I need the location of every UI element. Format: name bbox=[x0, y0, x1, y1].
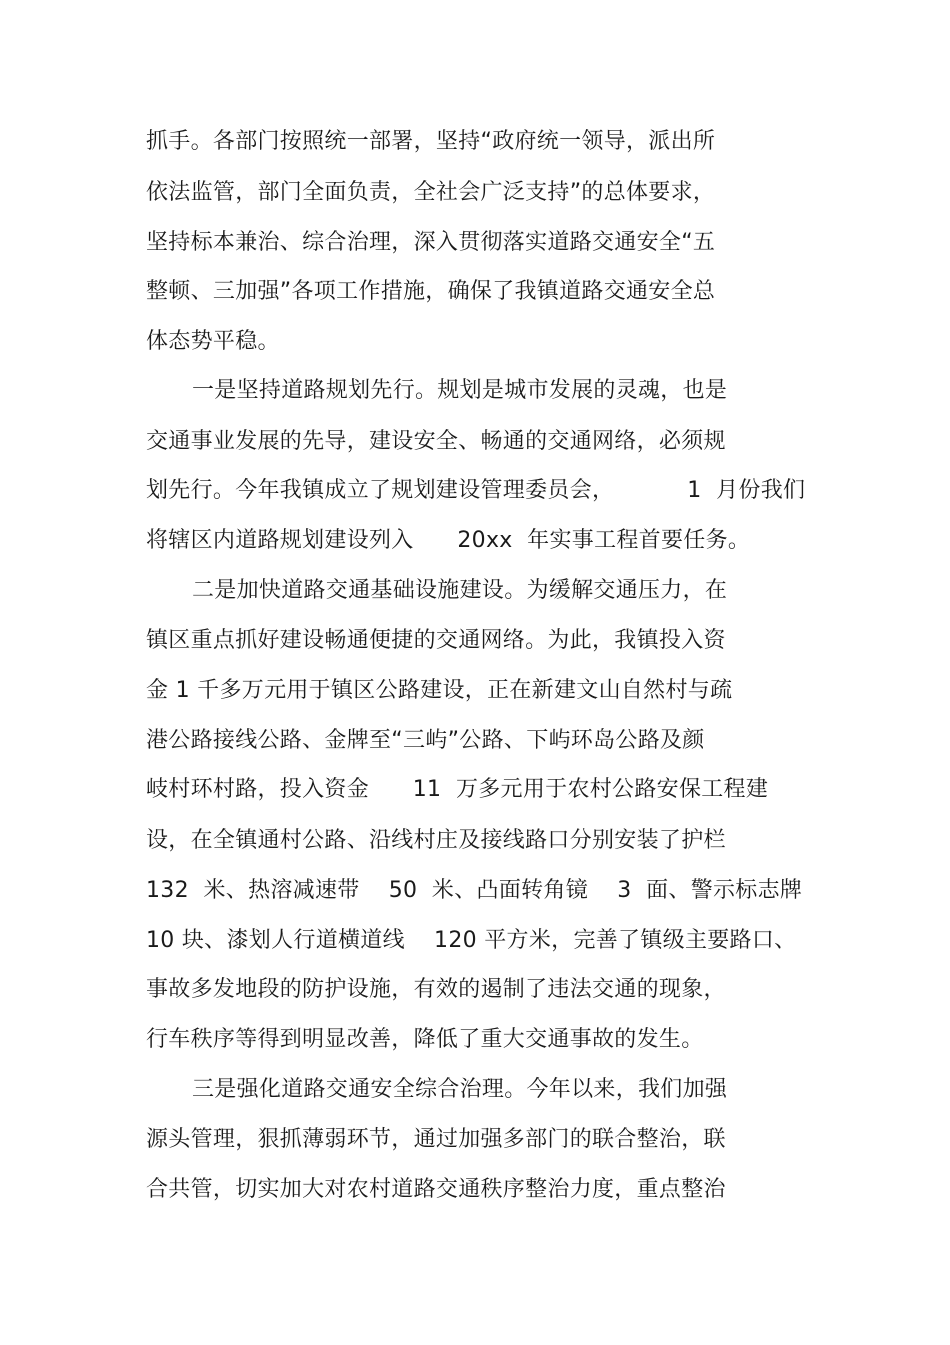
text-line: 132 米、热溶减速带 50 米、凸面转角镜 3 面、警示标志牌 bbox=[146, 878, 803, 903]
text-line: 10 块、漆划人行道横道线 120 平方米，完善了镇级主要路口、 bbox=[146, 928, 797, 953]
text-line: 行车秩序等得到明显改善，降低了重大交通事故的发生。 bbox=[146, 1027, 704, 1052]
text-line: 将辖区内道路规划建设列入 20xx 年实事工程首要任务。 bbox=[146, 528, 751, 553]
text-line: 镇区重点抓好建设畅通便捷的交通网络。为此，我镇投入资 bbox=[146, 628, 726, 653]
text-line: 设，在全镇通村公路、沿线村庄及接线路口分别安装了护栏 bbox=[146, 828, 726, 853]
text-line: 金 1 千多万元用于镇区公路建设，正在新建文山自然村与疏 bbox=[146, 678, 733, 703]
paragraph-first-line: 二是加快道路交通基础设施建设。为缓解交通压力，在 bbox=[192, 578, 728, 603]
text-line: 事故多发地段的防护设施，有效的遏制了违法交通的现象， bbox=[146, 977, 726, 1002]
text-line: 抓手。各部门按照统一部署，坚持“政府统一领导，派出所 bbox=[146, 129, 716, 154]
paragraph-first-line: 一是坚持道路规划先行。规划是城市发展的灵魂，也是 bbox=[192, 378, 728, 403]
text-line: 港公路接线公路、金牌至“三屿”公路、下屿环岛公路及颜 bbox=[146, 728, 705, 753]
text-line: 岐村环村路，投入资金 11 万多元用于农村公路安保工程建 bbox=[146, 777, 769, 802]
text-line: 体态势平稳。 bbox=[146, 329, 280, 354]
text-line: 依法监管，部门全面负责，全社会广泛支持”的总体要求， bbox=[146, 180, 716, 205]
text-line: 合共管，切实加大对农村道路交通秩序整治力度，重点整治 bbox=[146, 1177, 726, 1202]
text-line: 划先行。今年我镇成立了规划建设管理委员会， 1 月份我们 bbox=[146, 478, 806, 503]
text-line: 整顿、三加强”各项工作措施，确保了我镇道路交通安全总 bbox=[146, 279, 716, 304]
text-line: 源头管理，狠抓薄弱环节，通过加强多部门的联合整治，联 bbox=[146, 1127, 726, 1152]
text-line: 坚持标本兼治、综合治理，深入贯彻落实道路交通安全“五 bbox=[146, 230, 716, 255]
text-line: 交通事业发展的先导，建设安全、畅通的交通网络，必须规 bbox=[146, 429, 726, 454]
paragraph-first-line: 三是强化道路交通安全综合治理。今年以来，我们加强 bbox=[192, 1077, 728, 1102]
